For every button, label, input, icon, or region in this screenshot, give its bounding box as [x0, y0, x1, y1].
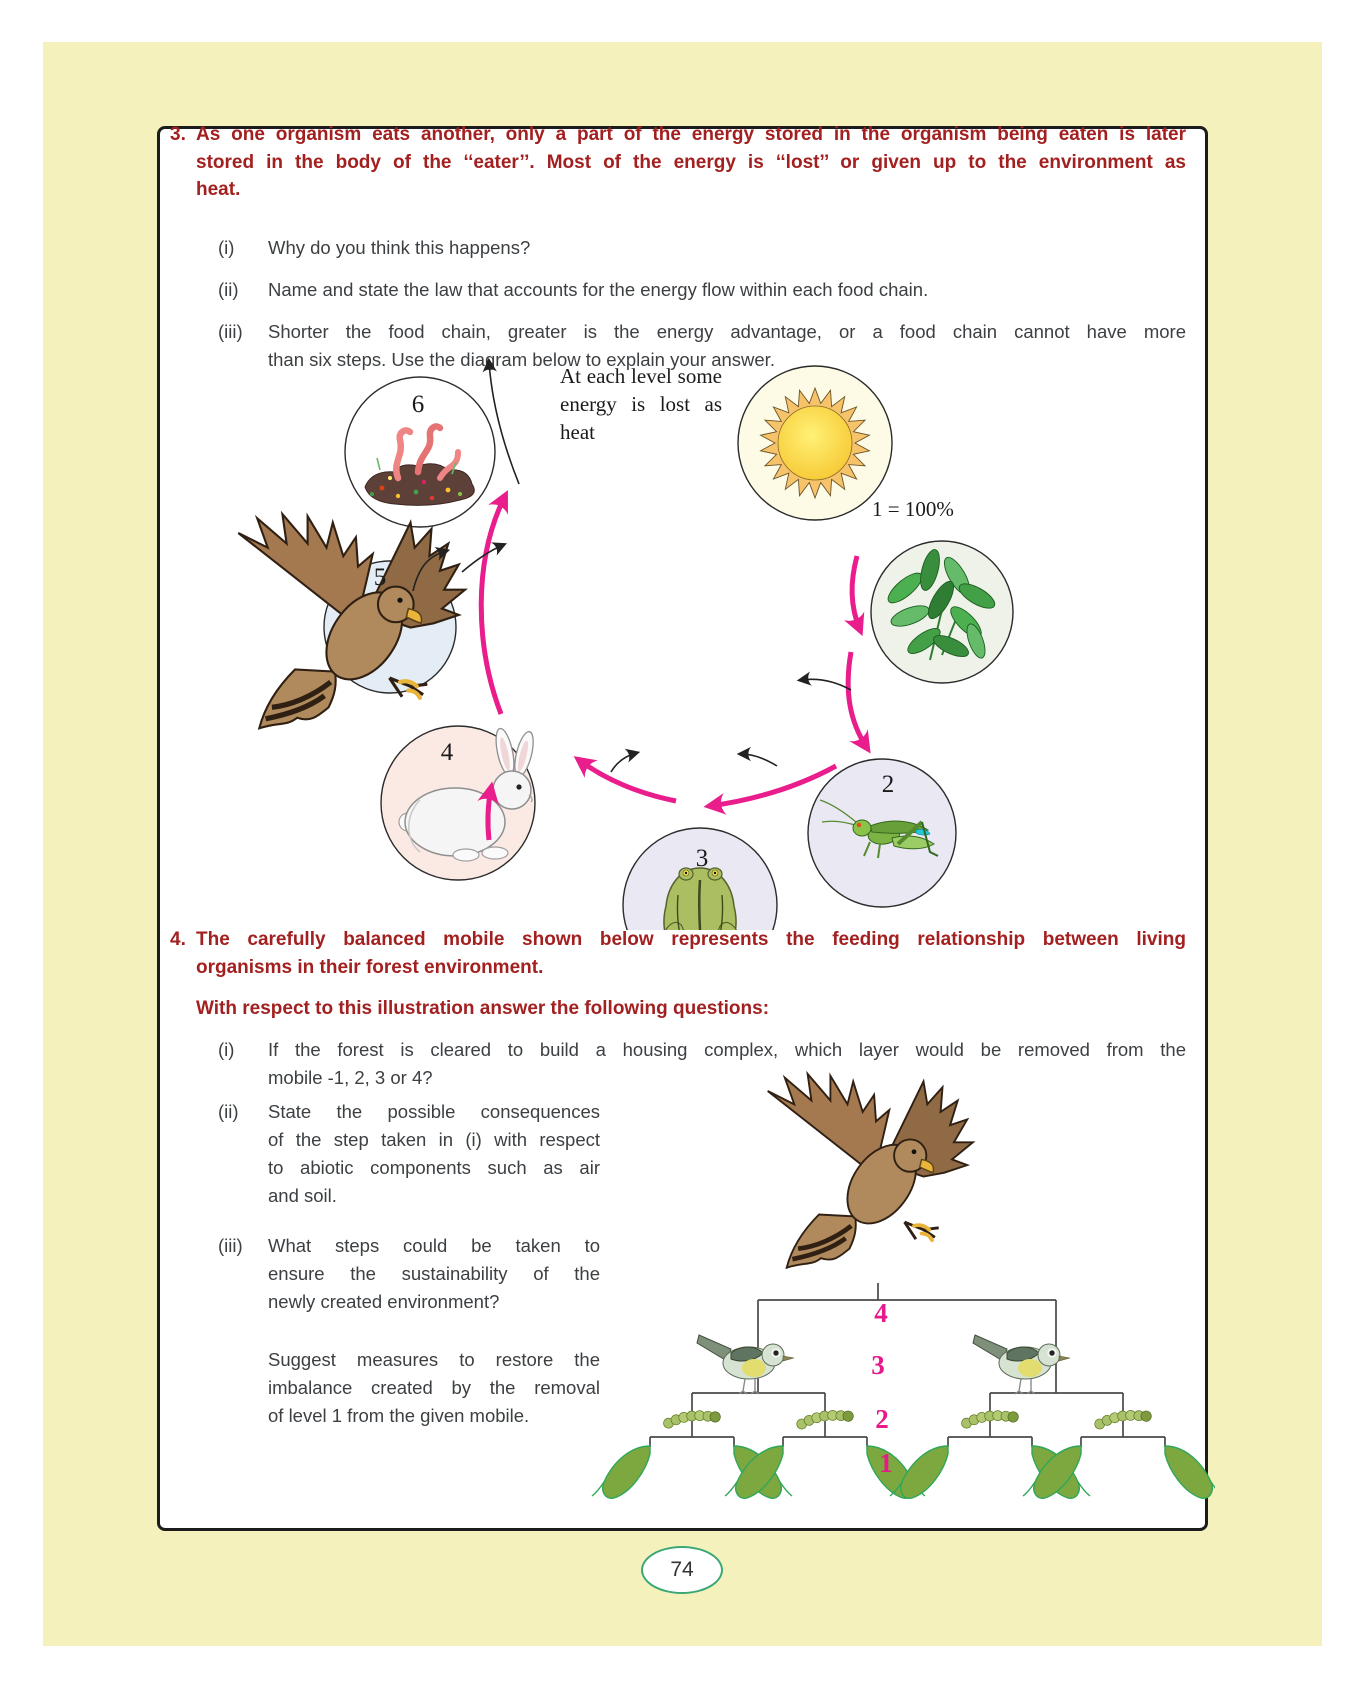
mobile-eagle-icon [768, 1074, 973, 1268]
arrow-eagle-to-decomposers [481, 496, 505, 714]
q4-item-iii-text [268, 1232, 600, 1316]
cycle-level-6: 6 [411, 391, 425, 418]
q4-item-iii-label: (iii) [218, 1235, 243, 1256]
q4-suggest-line: of level 1 from the given mobile. [268, 1405, 530, 1426]
cycle-level-4: 4 [440, 739, 454, 766]
mobile-leaf-icon [592, 1446, 650, 1498]
heat-annotation: At each level some energy is lost as heat [560, 364, 722, 444]
q4-item-ii-line: State the possible consequences [268, 1101, 600, 1122]
q3-item-ii-label: (ii) [218, 279, 239, 300]
arrow-sun-to-plant [852, 556, 860, 630]
arrow-plant-to-grasshopper [848, 652, 867, 748]
eagle-icon [238, 514, 465, 728]
q3-heading [196, 121, 1186, 204]
feeding-mobile-diagram [575, 1060, 1215, 1530]
q4-suggest-paragraph [268, 1346, 600, 1430]
heat-arrow [801, 679, 851, 690]
q4-heading [196, 926, 1186, 981]
page-number-badge [641, 1546, 723, 1594]
q4-item-i-line: mobile -1, 2, 3 or 4? [268, 1067, 433, 1088]
heat-arrow [741, 754, 777, 766]
q4-item-ii-text [268, 1098, 600, 1210]
q4-suggest-line: imbalance created by the removal [268, 1377, 600, 1398]
mobile-level-4: 4 [874, 1298, 888, 1328]
producer-percentage-label: 1 = 100% [872, 497, 954, 521]
energy-flow-arrows [481, 496, 867, 840]
heat-arrow [611, 753, 636, 772]
q4-number: 4. [170, 929, 186, 950]
mobile-level-3: 3 [871, 1350, 885, 1380]
page-number: 74 [670, 1558, 694, 1581]
q3-heading-line: heat. [196, 179, 241, 200]
mobile-level-1: 1 [879, 1448, 893, 1478]
arrow-frog-to-rabbit [579, 760, 676, 801]
mobile-level-2: 2 [875, 1404, 889, 1434]
q4-heading-line: The carefully balanced mobile shown below represents the feeding relationship between living [196, 929, 1186, 950]
q4-item-i-line: If the forest is cleared to build a housing complex, which layer would be removed from the [268, 1039, 1186, 1060]
arrow-rabbit-to-eagle [488, 788, 491, 840]
q4-item-ii-line: and soil. [268, 1185, 337, 1206]
q3-item-iii-line: Shorter the food chain, greater is the energy advantage, or a food chain cannot have more [268, 321, 1186, 342]
cycle-level-3: 3 [695, 845, 709, 872]
q4-item-ii-line: of the step taken in (i) with respect [268, 1129, 600, 1150]
mobile-leaf-icon [1165, 1446, 1215, 1498]
q3-item-ii-text: Name and state the law that accounts for the energy flow within each food chain. [268, 279, 929, 300]
q4-subheading: With respect to this illustration answer the following questions: [196, 998, 770, 1019]
q3-item-i-text: Why do you think this happens? [268, 237, 531, 258]
q4-item-iii-line: What steps could be taken to [268, 1235, 600, 1256]
q4-item-iii-line: newly created environment? [268, 1291, 500, 1312]
q3-item-i-label: (i) [218, 237, 235, 258]
cycle-level-5: 5 [373, 564, 387, 591]
q4-suggest-line: Suggest measures to restore the [268, 1349, 600, 1370]
q4-item-ii-label: (ii) [218, 1101, 239, 1122]
q3-item-iii-label: (iii) [218, 321, 243, 342]
q4-heading-line: organisms in their forest environment. [196, 956, 544, 978]
q3-heading-line: stored in the body of the ‘‘eater’’. Most of the energy is ‘‘lost’’ or given up to the environment as [196, 151, 1186, 173]
q4-item-iii-line: ensure the sustainability of the [268, 1263, 600, 1284]
q4-item-i-label: (i) [218, 1039, 235, 1060]
mobile-bird-icon [697, 1335, 794, 1394]
q3-heading-line: As one organism eats another, only a part of the energy stored in the organism being eaten is later [196, 124, 1186, 145]
cycle-level-2: 2 [881, 771, 895, 798]
q3-item-iii-line: than six steps. Use the diagram below to explain your answer. [268, 349, 775, 370]
q4-item-ii-line: to abiotic components such as air [268, 1157, 600, 1178]
q3-number: 3. [170, 124, 186, 145]
